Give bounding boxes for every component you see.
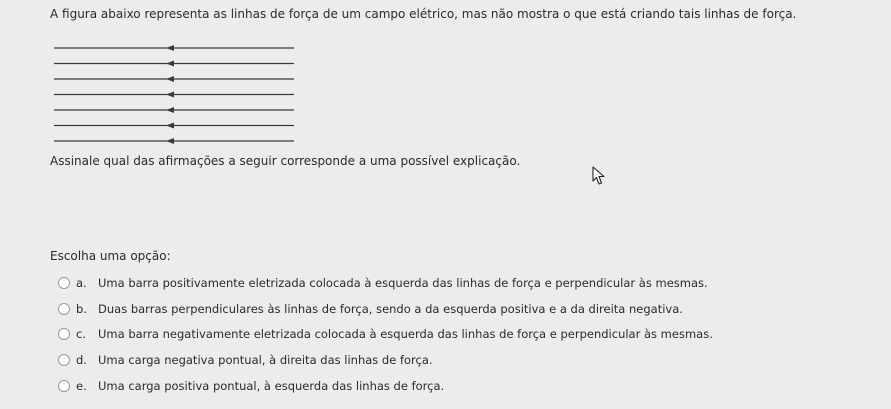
question-text: A figura abaixo representa as linhas de força de um campo elétrico, mas não mostra o que está criando tais linhas de força. bbox=[50, 7, 797, 21]
radio-unchecked-icon[interactable] bbox=[58, 303, 70, 315]
answer-options bbox=[58, 270, 713, 398]
option-letter: a. bbox=[76, 275, 87, 290]
field-line-arrow-icon bbox=[166, 45, 174, 51]
field-line-arrow-icon bbox=[166, 123, 174, 129]
option-letter: d. bbox=[76, 352, 87, 367]
prompt-text: Assinale qual das afirmações a seguir corresponde a uma possível explicação. bbox=[50, 154, 521, 168]
radio-unchecked-icon[interactable] bbox=[58, 277, 70, 289]
field-line-arrow-icon bbox=[166, 76, 174, 82]
option-text: Uma carga negativa pontual, à direita das linhas de força. bbox=[98, 352, 433, 367]
radio-unchecked-icon[interactable] bbox=[58, 328, 70, 340]
option-d[interactable] bbox=[58, 347, 713, 373]
option-text: Uma barra negativamente eletrizada colocada à esquerda das linhas de força e perpendicular às mesmas. bbox=[98, 327, 713, 342]
field-line-arrow-icon bbox=[166, 138, 174, 144]
radio-unchecked-icon[interactable] bbox=[58, 380, 70, 392]
radio-unchecked-icon[interactable] bbox=[58, 354, 70, 366]
option-a[interactable] bbox=[58, 270, 713, 296]
field-line-arrow-icon bbox=[166, 61, 174, 67]
option-letter: b. bbox=[76, 301, 87, 316]
field-lines-figure bbox=[50, 40, 298, 148]
option-e[interactable] bbox=[58, 373, 713, 399]
mouse-pointer-icon bbox=[592, 166, 606, 186]
option-text: Uma barra positivamente eletrizada colocada à esquerda das linhas de força e perpendicular às mesmas. bbox=[98, 275, 708, 290]
field-line-arrow-icon bbox=[166, 107, 174, 113]
choose-option-label: Escolha uma opção: bbox=[50, 249, 171, 263]
option-text: Duas barras perpendiculares às linhas de força, sendo a da esquerda positiva e a da direita negativa. bbox=[98, 301, 683, 316]
field-line-arrow-icon bbox=[166, 92, 174, 98]
option-letter: c. bbox=[76, 327, 86, 342]
option-b[interactable] bbox=[58, 296, 713, 322]
option-c[interactable] bbox=[58, 321, 713, 347]
option-letter: e. bbox=[76, 378, 87, 393]
option-text: Uma carga positiva pontual, à esquerda das linhas de força. bbox=[98, 378, 445, 393]
